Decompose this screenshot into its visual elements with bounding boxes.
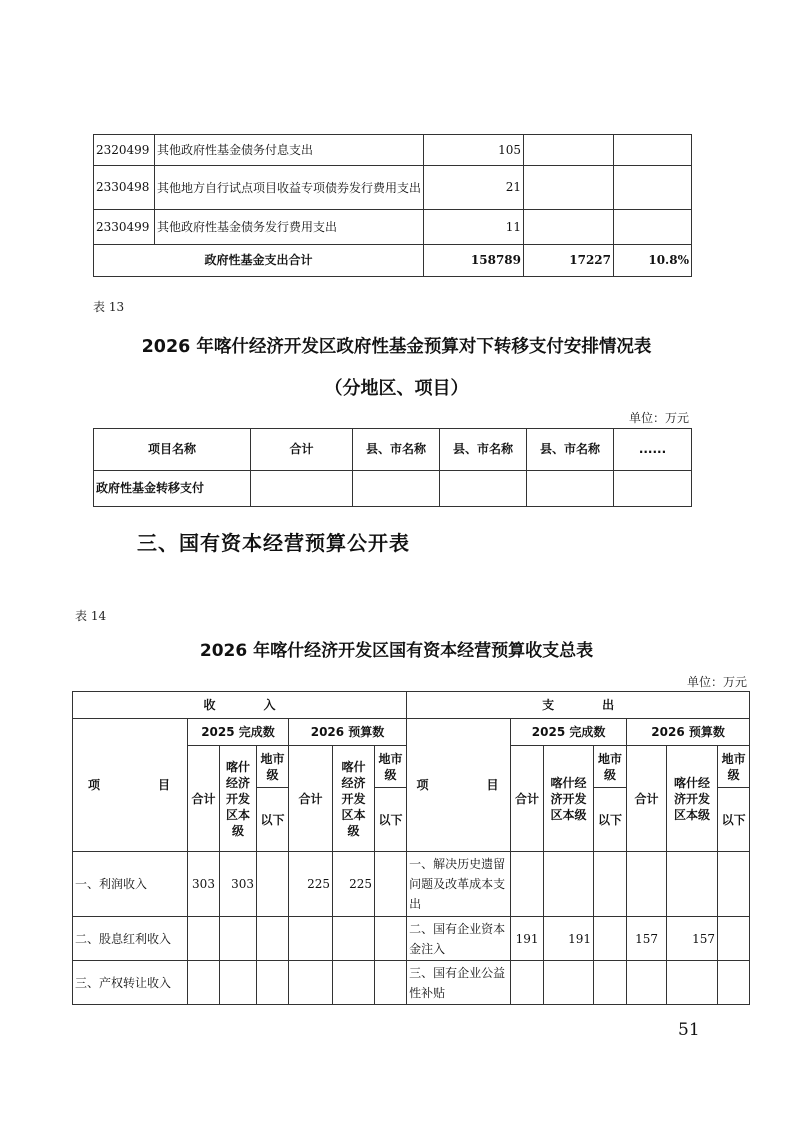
transfer-payment-table (93, 428, 692, 507)
value-cell: 105 (424, 135, 524, 166)
table13-subtitle: （分地区、项目） (324, 378, 469, 399)
value-cell (594, 917, 627, 961)
income-item: 二、股息红利收入 (73, 917, 188, 961)
value-cell: 225 (289, 852, 333, 917)
expense-2025-below: 以下 (594, 788, 627, 852)
value-cell (718, 917, 750, 961)
code-cell: 2320499 (94, 135, 155, 166)
empty-cell (614, 471, 692, 507)
value-cell (220, 961, 257, 1005)
table-row (94, 166, 692, 210)
fund-expenditure-table (93, 134, 692, 277)
table-row (73, 917, 750, 961)
expense-2025-total: 合计 (511, 746, 544, 852)
table14-caption: 表 14 (75, 609, 107, 623)
empty-cell (524, 210, 614, 245)
header-ellipsis: ...... (614, 429, 692, 471)
total-col5: 10.8% (614, 245, 692, 277)
table-row (94, 135, 692, 166)
income-2026-local: 喀什经济开发区本级 (333, 746, 375, 852)
value-cell: 225 (333, 852, 375, 917)
value-cell (220, 917, 257, 961)
header-row (94, 429, 692, 471)
value-cell (718, 852, 750, 917)
empty-cell (524, 135, 614, 166)
empty-cell (440, 471, 527, 507)
table-row (73, 852, 750, 917)
header-row (73, 692, 750, 719)
value-cell (289, 917, 333, 961)
name-cell: 其他政府性基金债务发行费用支出 (155, 210, 424, 245)
income-2025-below: 以下 (257, 788, 289, 852)
header-row (73, 719, 750, 746)
income-budget-2026: 2026 预算数 (289, 719, 407, 746)
value-cell (188, 917, 220, 961)
value-cell (627, 961, 667, 1005)
expense-2026-below: 以下 (718, 788, 750, 852)
table-row (73, 961, 750, 1005)
empty-cell (524, 166, 614, 210)
value-cell (375, 961, 407, 1005)
value-cell (544, 852, 594, 917)
income-2026-city: 地市级 (375, 746, 407, 788)
income-item: 三、产权转让收入 (73, 961, 188, 1005)
value-cell (627, 852, 667, 917)
income-2025-total: 合计 (188, 746, 220, 852)
table14-title: 2026 年喀什经济开发区国有资本经营预算收支总表 (199, 641, 594, 661)
expense-item: 二、国有企业资本金注入 (407, 917, 511, 961)
row-name: 政府性基金转移支付 (94, 471, 251, 507)
table-row (94, 471, 692, 507)
header-county: 县、市名称 (353, 429, 440, 471)
value-cell (188, 961, 220, 1005)
header-item-name: 项目名称 (94, 429, 251, 471)
name-cell: 其他地方自行试点项目收益专项债券发行费用支出 (155, 166, 424, 210)
income-item-header: 项 目 (73, 719, 188, 852)
expense-header: 支 出 (407, 692, 750, 719)
value-cell (333, 917, 375, 961)
value-cell (667, 961, 718, 1005)
expense-item-header: 项 目 (407, 719, 511, 852)
expense-2026-local: 喀什经济开发区本级 (667, 746, 718, 852)
value-cell (667, 852, 718, 917)
expense-2026-total: 合计 (627, 746, 667, 852)
value-cell (594, 961, 627, 1005)
total-row (94, 245, 692, 277)
value-cell (594, 852, 627, 917)
empty-cell (527, 471, 614, 507)
value-cell (375, 917, 407, 961)
value-cell: 191 (544, 917, 594, 961)
value-cell (511, 852, 544, 917)
value-cell (257, 961, 289, 1005)
table-row (94, 210, 692, 245)
expense-item: 一、解决历史遗留问题及改革成本支出 (407, 852, 511, 917)
expense-budget-2026: 2026 预算数 (627, 719, 750, 746)
value-cell (544, 961, 594, 1005)
income-2026-total: 合计 (289, 746, 333, 852)
value-cell (257, 852, 289, 917)
value-cell: 157 (667, 917, 718, 961)
section-heading: 三、国有资本经营预算公开表 (137, 531, 410, 555)
table13-title: 2026 年喀什经济开发区政府性基金预算对下转移支付安排情况表 (141, 337, 652, 357)
table13-caption: 表 13 (93, 300, 125, 314)
empty-cell (614, 210, 692, 245)
income-header: 收 入 (73, 692, 407, 719)
total-value: 158789 (424, 245, 524, 277)
value-cell (375, 852, 407, 917)
value-cell (718, 961, 750, 1005)
value-cell: 303 (220, 852, 257, 917)
value-cell (289, 961, 333, 1005)
income-2025-local: 喀什经济开发区本级 (220, 746, 257, 852)
value-cell: 303 (188, 852, 220, 917)
empty-cell (251, 471, 353, 507)
income-2026-below: 以下 (375, 788, 407, 852)
expense-item: 三、国有企业公益性补贴 (407, 961, 511, 1005)
expense-completed-2025: 2025 完成数 (511, 719, 627, 746)
total-col4: 17227 (524, 245, 614, 277)
page-number: 51 (678, 1020, 700, 1040)
name-cell: 其他政府性基金债务付息支出 (155, 135, 424, 166)
value-cell: 157 (627, 917, 667, 961)
income-2025-city: 地市级 (257, 746, 289, 788)
header-county: 县、市名称 (440, 429, 527, 471)
value-cell (257, 917, 289, 961)
code-cell: 2330499 (94, 210, 155, 245)
expense-2026-city: 地市级 (718, 746, 750, 788)
value-cell (511, 961, 544, 1005)
value-cell: 191 (511, 917, 544, 961)
code-cell: 2330498 (94, 166, 155, 210)
header-county: 县、市名称 (527, 429, 614, 471)
empty-cell (353, 471, 440, 507)
header-total: 合计 (251, 429, 353, 471)
total-label: 政府性基金支出合计 (94, 245, 424, 277)
income-item: 一、利润收入 (73, 852, 188, 917)
state-capital-budget-table (72, 691, 750, 1005)
expense-2025-city: 地市级 (594, 746, 627, 788)
expense-2025-local: 喀什经济开发区本级 (544, 746, 594, 852)
table13-unit: 单位：万元 (628, 411, 689, 425)
value-cell (333, 961, 375, 1005)
table14-unit: 单位：万元 (686, 675, 747, 689)
value-cell: 11 (424, 210, 524, 245)
value-cell: 21 (424, 166, 524, 210)
empty-cell (614, 135, 692, 166)
income-completed-2025: 2025 完成数 (188, 719, 289, 746)
empty-cell (614, 166, 692, 210)
